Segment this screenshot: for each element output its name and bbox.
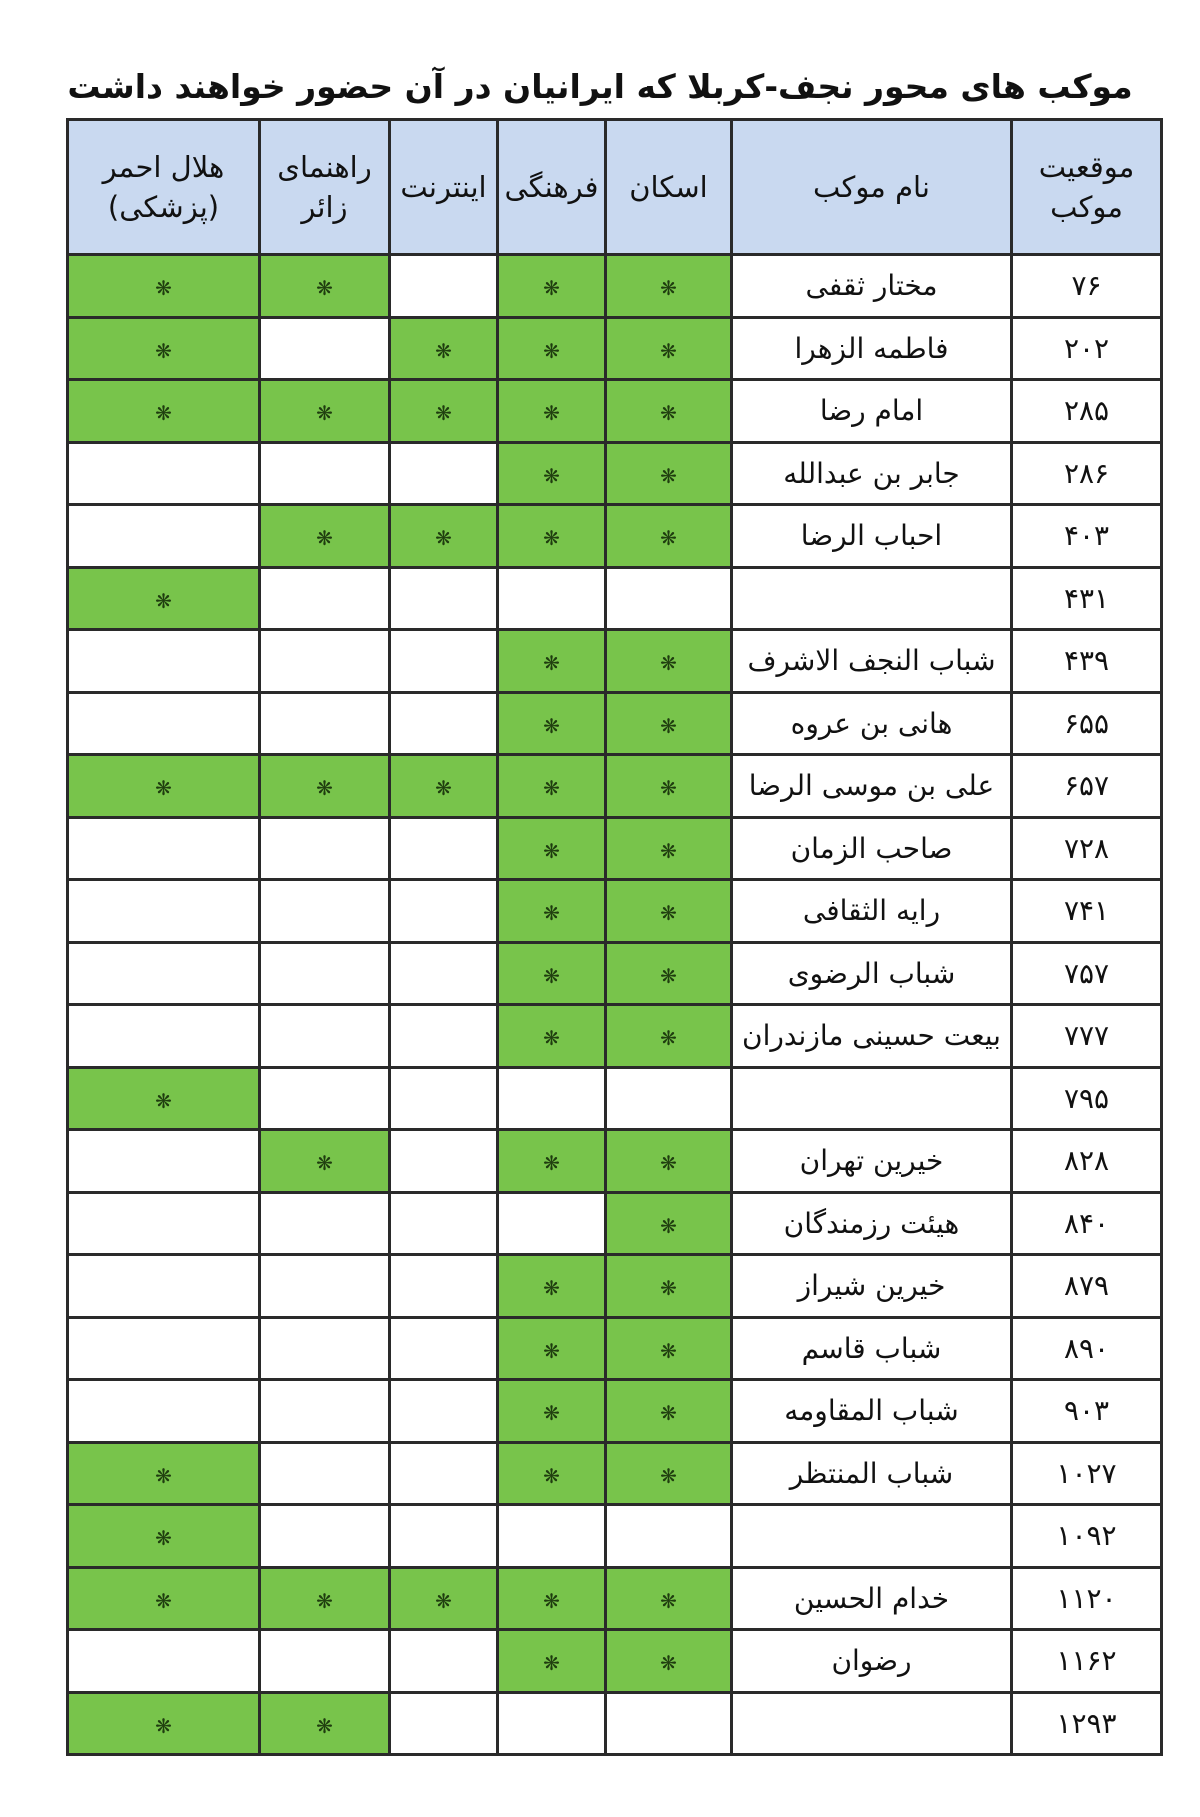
cell-redcrescent	[68, 1567, 260, 1630]
table-row	[68, 630, 1162, 693]
cell-redcrescent	[68, 1005, 260, 1068]
flower-mark-icon: ❋	[543, 1463, 560, 1488]
flower-mark-icon: ❋	[316, 401, 333, 426]
cell-redcrescent	[68, 317, 260, 380]
cell-cultural	[498, 817, 606, 880]
cell-housing	[606, 1567, 732, 1630]
flower-mark-icon: ❋	[660, 1401, 677, 1426]
cell-guide	[260, 1130, 390, 1193]
cell-cultural	[498, 1130, 606, 1193]
cell-guide	[260, 255, 390, 318]
cell-guide	[260, 1692, 390, 1755]
flower-mark-icon: ❋	[543, 338, 560, 363]
cell-housing	[606, 1130, 732, 1193]
cell-cultural	[498, 1567, 606, 1630]
cell-guide	[260, 380, 390, 443]
table-row	[68, 255, 1162, 318]
cell-position: ۱۱۶۲	[1012, 1630, 1162, 1693]
flower-mark-icon: ❋	[660, 526, 677, 551]
cell-housing	[606, 1442, 732, 1505]
cell-position: ۲۸۶	[1012, 442, 1162, 505]
column-header-name: نام موکب	[732, 120, 1012, 255]
column-header-internet: اینترنت	[390, 120, 498, 255]
flower-mark-icon: ❋	[155, 338, 172, 363]
cell-cultural	[498, 505, 606, 568]
cell-redcrescent	[68, 1692, 260, 1755]
cell-internet	[390, 1442, 498, 1505]
table-row	[68, 817, 1162, 880]
cell-position: ۷۷۷	[1012, 1005, 1162, 1068]
cell-internet	[390, 630, 498, 693]
flower-mark-icon: ❋	[660, 1213, 677, 1238]
cell-redcrescent	[68, 692, 260, 755]
flower-mark-icon: ❋	[660, 651, 677, 676]
cell-name	[732, 1067, 1012, 1130]
flower-mark-icon: ❋	[316, 1713, 333, 1738]
flower-mark-icon: ❋	[660, 276, 677, 301]
cell-guide	[260, 1005, 390, 1068]
cell-housing	[606, 942, 732, 1005]
cell-name	[732, 1692, 1012, 1755]
column-header-guide-line2: زائر	[301, 190, 348, 224]
table-row	[68, 505, 1162, 568]
cell-name: مختار ثقفی	[732, 255, 1012, 318]
cell-position: ۱۰۹۲	[1012, 1505, 1162, 1568]
cell-position: ۸۹۰	[1012, 1317, 1162, 1380]
cell-cultural	[498, 630, 606, 693]
flower-mark-icon: ❋	[155, 276, 172, 301]
flower-mark-icon: ❋	[543, 776, 560, 801]
cell-guide	[260, 630, 390, 693]
cell-redcrescent	[68, 1505, 260, 1568]
cell-internet	[390, 1692, 498, 1755]
cell-internet	[390, 505, 498, 568]
cell-redcrescent	[68, 505, 260, 568]
cell-redcrescent	[68, 1255, 260, 1318]
cell-name: شباب النجف الاشرف	[732, 630, 1012, 693]
flower-mark-icon: ❋	[543, 401, 560, 426]
flower-mark-icon: ❋	[543, 463, 560, 488]
flower-mark-icon: ❋	[435, 401, 452, 426]
cell-cultural	[498, 442, 606, 505]
flower-mark-icon: ❋	[660, 1651, 677, 1676]
cell-housing	[606, 1067, 732, 1130]
cell-cultural	[498, 1630, 606, 1693]
cell-redcrescent	[68, 1442, 260, 1505]
cell-housing	[606, 1630, 732, 1693]
cell-housing	[606, 505, 732, 568]
flower-mark-icon: ❋	[155, 1713, 172, 1738]
cell-redcrescent	[68, 442, 260, 505]
cell-name: رایه الثقافی	[732, 880, 1012, 943]
cell-name	[732, 1505, 1012, 1568]
cell-position: ۱۲۹۳	[1012, 1692, 1162, 1755]
flower-mark-icon: ❋	[660, 1276, 677, 1301]
cell-position: ۷۴۱	[1012, 880, 1162, 943]
cell-cultural	[498, 755, 606, 818]
cell-internet	[390, 1380, 498, 1443]
cell-internet	[390, 692, 498, 755]
cell-housing	[606, 380, 732, 443]
cell-cultural	[498, 1505, 606, 1568]
table-row	[68, 880, 1162, 943]
cell-housing	[606, 692, 732, 755]
flower-mark-icon: ❋	[543, 1026, 560, 1051]
cell-housing	[606, 1380, 732, 1443]
cell-redcrescent	[68, 1317, 260, 1380]
cell-redcrescent	[68, 380, 260, 443]
flower-mark-icon: ❋	[543, 901, 560, 926]
cell-redcrescent	[68, 1380, 260, 1443]
page-title: موکب های محور نجف-کربلا که ایرانیان در آن حضور خواهند داشت	[67, 67, 1133, 106]
cell-name: بیعت حسینی مازندران	[732, 1005, 1012, 1068]
table-row	[68, 380, 1162, 443]
cell-position: ۷۲۸	[1012, 817, 1162, 880]
table-body	[68, 255, 1162, 1755]
cell-name: امام رضا	[732, 380, 1012, 443]
cell-cultural	[498, 1692, 606, 1755]
cell-internet	[390, 1630, 498, 1693]
cell-guide	[260, 1317, 390, 1380]
flower-mark-icon: ❋	[543, 713, 560, 738]
flower-mark-icon: ❋	[660, 901, 677, 926]
cell-redcrescent	[68, 755, 260, 818]
cell-name: علی بن موسی الرضا	[732, 755, 1012, 818]
cell-internet	[390, 1505, 498, 1568]
cell-housing	[606, 1005, 732, 1068]
flower-mark-icon: ❋	[660, 776, 677, 801]
cell-redcrescent	[68, 880, 260, 943]
flower-mark-icon: ❋	[543, 1651, 560, 1676]
cell-name: هیئت رزمندگان	[732, 1192, 1012, 1255]
cell-cultural	[498, 380, 606, 443]
cell-housing	[606, 880, 732, 943]
table-row	[68, 1380, 1162, 1443]
cell-internet	[390, 1317, 498, 1380]
table-row	[68, 1255, 1162, 1318]
flower-mark-icon: ❋	[435, 776, 452, 801]
cell-housing	[606, 755, 732, 818]
flower-mark-icon: ❋	[316, 776, 333, 801]
flower-mark-icon: ❋	[155, 401, 172, 426]
cell-redcrescent	[68, 1192, 260, 1255]
cell-cultural	[498, 1317, 606, 1380]
flower-mark-icon: ❋	[155, 1463, 172, 1488]
cell-guide	[260, 1505, 390, 1568]
cell-position: ۸۴۰	[1012, 1192, 1162, 1255]
cell-guide	[260, 942, 390, 1005]
flower-mark-icon: ❋	[155, 1526, 172, 1551]
table-row	[68, 1567, 1162, 1630]
cell-position: ۴۳۱	[1012, 567, 1162, 630]
cell-position: ۹۰۳	[1012, 1380, 1162, 1443]
cell-guide	[260, 692, 390, 755]
flower-mark-icon: ❋	[543, 1401, 560, 1426]
cell-housing	[606, 1317, 732, 1380]
flower-mark-icon: ❋	[660, 838, 677, 863]
cell-internet	[390, 1067, 498, 1130]
cell-redcrescent	[68, 1630, 260, 1693]
cell-redcrescent	[68, 817, 260, 880]
table-header-row	[68, 120, 1162, 255]
column-header-position: موقعیت موکب	[1012, 120, 1162, 255]
cell-housing	[606, 442, 732, 505]
flower-mark-icon: ❋	[660, 401, 677, 426]
flower-mark-icon: ❋	[435, 1588, 452, 1613]
cell-cultural	[498, 567, 606, 630]
cell-housing	[606, 1505, 732, 1568]
cell-position: ۱۱۲۰	[1012, 1567, 1162, 1630]
table-row	[68, 1317, 1162, 1380]
cell-name: احباب الرضا	[732, 505, 1012, 568]
flower-mark-icon: ❋	[543, 1588, 560, 1613]
cell-position: ۷۹۵	[1012, 1067, 1162, 1130]
flower-mark-icon: ❋	[543, 1276, 560, 1301]
table-row	[68, 1130, 1162, 1193]
cell-guide	[260, 1192, 390, 1255]
table-row	[68, 1630, 1162, 1693]
cell-guide	[260, 1380, 390, 1443]
flower-mark-icon: ❋	[155, 1588, 172, 1613]
column-header-redcrescent	[68, 120, 260, 255]
cell-internet	[390, 1130, 498, 1193]
flower-mark-icon: ❋	[660, 1338, 677, 1363]
table-row	[68, 1505, 1162, 1568]
cell-cultural	[498, 1192, 606, 1255]
cell-internet	[390, 880, 498, 943]
cell-cultural	[498, 1380, 606, 1443]
flower-mark-icon: ❋	[543, 963, 560, 988]
cell-cultural	[498, 692, 606, 755]
cell-name: جابر بن عبدالله	[732, 442, 1012, 505]
cell-name: صاحب الزمان	[732, 817, 1012, 880]
cell-name: خیرین شیراز	[732, 1255, 1012, 1318]
cell-position: ۴۰۳	[1012, 505, 1162, 568]
cell-redcrescent	[68, 567, 260, 630]
cell-internet	[390, 380, 498, 443]
cell-position: ۷۶	[1012, 255, 1162, 318]
table-row	[68, 1192, 1162, 1255]
cell-housing	[606, 1192, 732, 1255]
cell-internet	[390, 1192, 498, 1255]
column-header-cultural: فرهنگی	[498, 120, 606, 255]
cell-housing	[606, 630, 732, 693]
cell-guide	[260, 880, 390, 943]
cell-position: ۲۰۲	[1012, 317, 1162, 380]
cell-position: ۶۵۷	[1012, 755, 1162, 818]
table-row	[68, 755, 1162, 818]
flower-mark-icon: ❋	[155, 776, 172, 801]
cell-guide	[260, 1255, 390, 1318]
cell-position: ۸۷۹	[1012, 1255, 1162, 1318]
cell-housing	[606, 817, 732, 880]
cell-internet	[390, 567, 498, 630]
cell-position: ۱۰۲۷	[1012, 1442, 1162, 1505]
flower-mark-icon: ❋	[660, 1588, 677, 1613]
cell-housing	[606, 567, 732, 630]
table-row	[68, 1442, 1162, 1505]
cell-name	[732, 567, 1012, 630]
table-row	[68, 942, 1162, 1005]
cell-redcrescent	[68, 942, 260, 1005]
flower-mark-icon: ❋	[543, 526, 560, 551]
cell-internet	[390, 942, 498, 1005]
cell-redcrescent	[68, 1067, 260, 1130]
flower-mark-icon: ❋	[316, 1151, 333, 1176]
cell-cultural	[498, 880, 606, 943]
cell-guide	[260, 505, 390, 568]
table-row	[68, 442, 1162, 505]
cell-internet	[390, 1005, 498, 1068]
cell-cultural	[498, 1067, 606, 1130]
table-row	[68, 1005, 1162, 1068]
flower-mark-icon: ❋	[435, 338, 452, 363]
flower-mark-icon: ❋	[435, 526, 452, 551]
cell-guide	[260, 1442, 390, 1505]
flower-mark-icon: ❋	[660, 338, 677, 363]
flower-mark-icon: ❋	[660, 1026, 677, 1051]
flower-mark-icon: ❋	[660, 1463, 677, 1488]
cell-guide	[260, 1067, 390, 1130]
cell-name: فاطمه الزهرا	[732, 317, 1012, 380]
table-row	[68, 317, 1162, 380]
cell-position: ۸۲۸	[1012, 1130, 1162, 1193]
flower-mark-icon: ❋	[316, 526, 333, 551]
cell-name: شباب قاسم	[732, 1317, 1012, 1380]
cell-internet	[390, 817, 498, 880]
flower-mark-icon: ❋	[543, 651, 560, 676]
flower-mark-icon: ❋	[155, 1088, 172, 1113]
table-row	[68, 692, 1162, 755]
cell-name: خدام الحسین	[732, 1567, 1012, 1630]
cell-guide	[260, 567, 390, 630]
flower-mark-icon: ❋	[155, 588, 172, 613]
cell-cultural	[498, 1005, 606, 1068]
cell-cultural	[498, 255, 606, 318]
cell-internet	[390, 1567, 498, 1630]
cell-internet	[390, 442, 498, 505]
cell-housing	[606, 1692, 732, 1755]
cell-housing	[606, 1255, 732, 1318]
column-header-guide-line1: راهنمای	[277, 150, 372, 184]
cell-guide	[260, 817, 390, 880]
flower-mark-icon: ❋	[316, 1588, 333, 1613]
flower-mark-icon: ❋	[660, 1151, 677, 1176]
flower-mark-icon: ❋	[543, 1338, 560, 1363]
cell-internet	[390, 1255, 498, 1318]
cell-internet	[390, 255, 498, 318]
cell-guide	[260, 1567, 390, 1630]
flower-mark-icon: ❋	[543, 1151, 560, 1176]
cell-guide	[260, 1630, 390, 1693]
column-header-housing: اسکان	[606, 120, 732, 255]
flower-mark-icon: ❋	[660, 463, 677, 488]
column-header-guide	[260, 120, 390, 255]
mawkib-table	[66, 118, 1163, 1756]
cell-guide	[260, 755, 390, 818]
cell-position: ۶۵۵	[1012, 692, 1162, 755]
cell-position: ۲۸۵	[1012, 380, 1162, 443]
cell-internet	[390, 317, 498, 380]
cell-guide	[260, 317, 390, 380]
flower-mark-icon: ❋	[543, 838, 560, 863]
cell-cultural	[498, 942, 606, 1005]
cell-cultural	[498, 1442, 606, 1505]
cell-redcrescent	[68, 1130, 260, 1193]
cell-housing	[606, 317, 732, 380]
flower-mark-icon: ❋	[660, 713, 677, 738]
cell-housing	[606, 255, 732, 318]
flower-mark-icon: ❋	[543, 276, 560, 301]
cell-redcrescent	[68, 630, 260, 693]
cell-redcrescent	[68, 255, 260, 318]
cell-name: شباب المنتظر	[732, 1442, 1012, 1505]
cell-name: شباب المقاومه	[732, 1380, 1012, 1443]
cell-cultural	[498, 317, 606, 380]
flower-mark-icon: ❋	[316, 276, 333, 301]
table-row	[68, 1692, 1162, 1755]
column-header-redcrescent-line1: هلال احمر	[102, 150, 225, 184]
cell-internet	[390, 755, 498, 818]
table-row	[68, 567, 1162, 630]
cell-position: ۷۵۷	[1012, 942, 1162, 1005]
flower-mark-icon: ❋	[660, 963, 677, 988]
cell-name: خیرین تهران	[732, 1130, 1012, 1193]
table-row	[68, 1067, 1162, 1130]
cell-name: رضوان	[732, 1630, 1012, 1693]
cell-position: ۴۳۹	[1012, 630, 1162, 693]
cell-name: شباب الرضوی	[732, 942, 1012, 1005]
cell-cultural	[498, 1255, 606, 1318]
column-header-redcrescent-line2: (پزشکی)	[107, 190, 220, 224]
cell-name: هانی بن عروه	[732, 692, 1012, 755]
cell-guide	[260, 442, 390, 505]
